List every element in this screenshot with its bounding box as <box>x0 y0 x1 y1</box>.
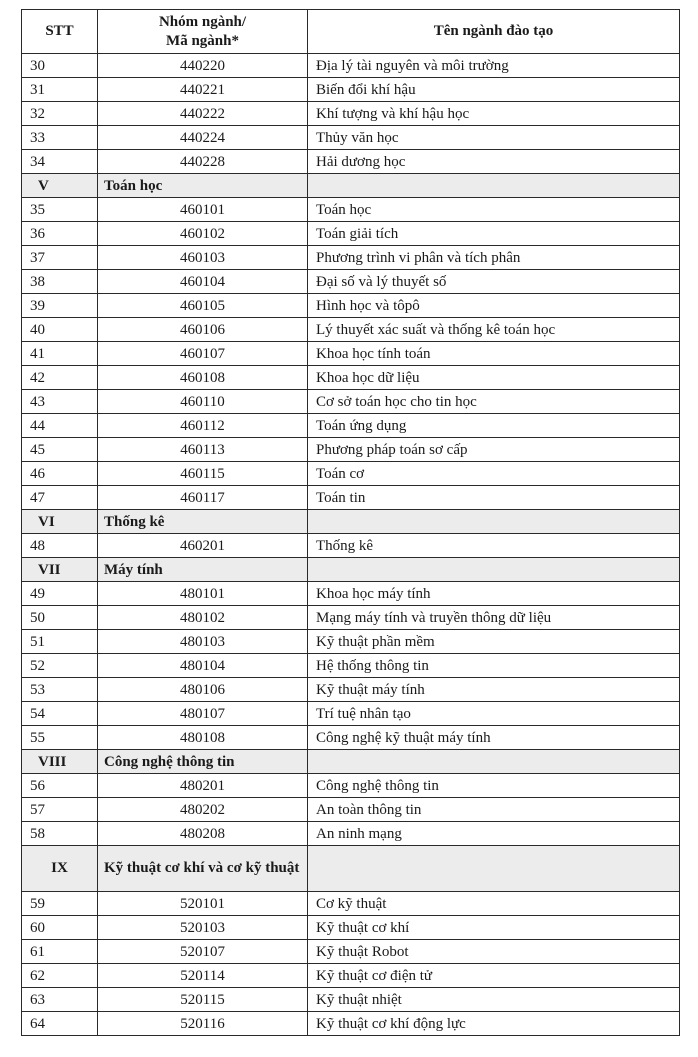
row-major-name: Công nghệ kỹ thuật máy tính <box>308 726 680 750</box>
row-major-code: 480101 <box>98 582 308 606</box>
row-major-code: 460104 <box>98 270 308 294</box>
row-stt: 52 <box>22 654 98 678</box>
row-major-code: 520115 <box>98 988 308 1012</box>
table-row <box>22 318 680 342</box>
row-major-name: Toán tin <box>308 486 680 510</box>
table-row <box>22 606 680 630</box>
header-row <box>22 10 680 54</box>
row-stt: 53 <box>22 678 98 702</box>
table-row <box>22 150 680 174</box>
row-major-code: 480106 <box>98 678 308 702</box>
row-stt: 47 <box>22 486 98 510</box>
row-stt: 31 <box>22 78 98 102</box>
group-row <box>22 510 680 534</box>
group-roman-numeral: VII <box>22 558 98 582</box>
row-major-code: 520107 <box>98 940 308 964</box>
table-row <box>22 270 680 294</box>
row-stt: 58 <box>22 822 98 846</box>
row-stt: 37 <box>22 246 98 270</box>
row-major-name: Kỹ thuật nhiệt <box>308 988 680 1012</box>
table-row <box>22 630 680 654</box>
majors-table <box>21 9 680 1036</box>
row-major-name: Kỹ thuật cơ điện tử <box>308 964 680 988</box>
row-major-name: Khoa học máy tính <box>308 582 680 606</box>
row-major-code: 480104 <box>98 654 308 678</box>
row-major-name: Phương pháp toán sơ cấp <box>308 438 680 462</box>
table-row <box>22 414 680 438</box>
table-row <box>22 702 680 726</box>
row-stt: 38 <box>22 270 98 294</box>
row-major-name: Toán giải tích <box>308 222 680 246</box>
group-empty-cell <box>308 174 680 198</box>
row-major-code: 460105 <box>98 294 308 318</box>
row-stt: 39 <box>22 294 98 318</box>
table-row <box>22 582 680 606</box>
table-row <box>22 438 680 462</box>
row-stt: 46 <box>22 462 98 486</box>
row-major-name: Phương trình vi phân và tích phân <box>308 246 680 270</box>
row-major-code: 480208 <box>98 822 308 846</box>
row-major-name: An toàn thông tin <box>308 798 680 822</box>
row-major-name: Khoa học tính toán <box>308 342 680 366</box>
row-major-code: 480201 <box>98 774 308 798</box>
row-stt: 50 <box>22 606 98 630</box>
row-major-name: Địa lý tài nguyên và môi trường <box>308 54 680 78</box>
table-row <box>22 198 680 222</box>
table-row <box>22 940 680 964</box>
group-empty-cell <box>308 558 680 582</box>
group-roman-numeral: VIII <box>22 750 98 774</box>
row-major-code: 460108 <box>98 366 308 390</box>
row-major-name: Biến đổi khí hậu <box>308 78 680 102</box>
table-row <box>22 390 680 414</box>
group-title: Toán học <box>98 174 308 198</box>
document-page <box>21 9 680 1036</box>
row-major-name: Lý thuyết xác suất và thống kê toán học <box>308 318 680 342</box>
row-major-code: 440221 <box>98 78 308 102</box>
header-stt: STT <box>22 10 98 54</box>
row-major-code: 460115 <box>98 462 308 486</box>
row-major-code: 480102 <box>98 606 308 630</box>
table-row <box>22 678 680 702</box>
row-stt: 64 <box>22 1012 98 1036</box>
row-stt: 59 <box>22 892 98 916</box>
row-major-code: 460101 <box>98 198 308 222</box>
row-stt: 33 <box>22 126 98 150</box>
row-stt: 57 <box>22 798 98 822</box>
row-major-name: Toán cơ <box>308 462 680 486</box>
row-major-name: Hình học và tôpô <box>308 294 680 318</box>
row-stt: 60 <box>22 916 98 940</box>
group-roman-numeral: VI <box>22 510 98 534</box>
row-major-name: Kỹ thuật máy tính <box>308 678 680 702</box>
row-major-code: 520116 <box>98 1012 308 1036</box>
row-stt: 42 <box>22 366 98 390</box>
group-roman-numeral: V <box>22 174 98 198</box>
group-title: Thống kê <box>98 510 308 534</box>
row-major-code: 440224 <box>98 126 308 150</box>
row-major-name: Công nghệ thông tin <box>308 774 680 798</box>
table-row <box>22 54 680 78</box>
row-major-code: 520103 <box>98 916 308 940</box>
row-major-code: 460117 <box>98 486 308 510</box>
row-major-name: An ninh mạng <box>308 822 680 846</box>
row-stt: 43 <box>22 390 98 414</box>
row-stt: 62 <box>22 964 98 988</box>
group-empty-cell <box>308 510 680 534</box>
row-major-name: Khí tượng và khí hậu học <box>308 102 680 126</box>
row-stt: 61 <box>22 940 98 964</box>
table-header <box>22 10 680 54</box>
row-stt: 32 <box>22 102 98 126</box>
table-row <box>22 486 680 510</box>
group-row <box>22 750 680 774</box>
row-stt: 34 <box>22 150 98 174</box>
row-major-code: 460103 <box>98 246 308 270</box>
row-major-code: 460112 <box>98 414 308 438</box>
row-major-name: Trí tuệ nhân tạo <box>308 702 680 726</box>
row-major-code: 440222 <box>98 102 308 126</box>
table-row <box>22 78 680 102</box>
table-row <box>22 964 680 988</box>
row-major-name: Đại số và lý thuyết số <box>308 270 680 294</box>
row-stt: 36 <box>22 222 98 246</box>
table-row <box>22 774 680 798</box>
row-major-name: Kỹ thuật Robot <box>308 940 680 964</box>
group-row <box>22 846 680 892</box>
row-stt: 63 <box>22 988 98 1012</box>
group-row <box>22 558 680 582</box>
row-major-code: 460113 <box>98 438 308 462</box>
row-major-name: Hải dương học <box>308 150 680 174</box>
header-group-code <box>98 10 308 54</box>
row-major-code: 440228 <box>98 150 308 174</box>
row-major-code: 480202 <box>98 798 308 822</box>
table-body <box>22 54 680 1036</box>
row-major-code: 460102 <box>98 222 308 246</box>
group-title: Công nghệ thông tin <box>98 750 308 774</box>
row-major-code: 440220 <box>98 54 308 78</box>
row-major-code: 460107 <box>98 342 308 366</box>
group-roman-numeral: IX <box>22 846 98 892</box>
header-group-code-text: Nhóm ngành/ Mã ngành* <box>158 13 247 49</box>
row-stt: 45 <box>22 438 98 462</box>
row-major-name: Thống kê <box>308 534 680 558</box>
row-major-code: 480108 <box>98 726 308 750</box>
table-row <box>22 462 680 486</box>
row-major-name: Toán ứng dụng <box>308 414 680 438</box>
row-major-code: 460201 <box>98 534 308 558</box>
row-major-name: Cơ sở toán học cho tin học <box>308 390 680 414</box>
table-row <box>22 916 680 940</box>
table-row <box>22 366 680 390</box>
row-stt: 51 <box>22 630 98 654</box>
table-row <box>22 654 680 678</box>
table-row <box>22 822 680 846</box>
table-row <box>22 1012 680 1036</box>
row-stt: 44 <box>22 414 98 438</box>
row-major-code: 520101 <box>98 892 308 916</box>
table-row <box>22 102 680 126</box>
row-stt: 30 <box>22 54 98 78</box>
row-major-name: Kỹ thuật phần mềm <box>308 630 680 654</box>
row-stt: 49 <box>22 582 98 606</box>
row-stt: 55 <box>22 726 98 750</box>
table-row <box>22 222 680 246</box>
table-row <box>22 294 680 318</box>
row-major-name: Khoa học dữ liệu <box>308 366 680 390</box>
row-major-name: Cơ kỹ thuật <box>308 892 680 916</box>
table-row <box>22 726 680 750</box>
row-stt: 35 <box>22 198 98 222</box>
group-title: Kỹ thuật cơ khí và cơ kỹ thuật <box>98 846 308 892</box>
table-row <box>22 798 680 822</box>
table-row <box>22 534 680 558</box>
row-major-code: 480103 <box>98 630 308 654</box>
group-row <box>22 174 680 198</box>
row-stt: 54 <box>22 702 98 726</box>
row-major-name: Mạng máy tính và truyền thông dữ liệu <box>308 606 680 630</box>
row-stt: 48 <box>22 534 98 558</box>
table-row <box>22 892 680 916</box>
row-stt: 56 <box>22 774 98 798</box>
row-major-code: 460110 <box>98 390 308 414</box>
row-major-code: 460106 <box>98 318 308 342</box>
table-row <box>22 246 680 270</box>
row-major-name: Toán học <box>308 198 680 222</box>
row-major-name: Hệ thống thông tin <box>308 654 680 678</box>
row-major-name: Kỹ thuật cơ khí <box>308 916 680 940</box>
row-major-name: Thủy văn học <box>308 126 680 150</box>
group-empty-cell <box>308 750 680 774</box>
table-row <box>22 342 680 366</box>
group-empty-cell <box>308 846 680 892</box>
row-major-name: Kỹ thuật cơ khí động lực <box>308 1012 680 1036</box>
row-stt: 41 <box>22 342 98 366</box>
row-major-code: 520114 <box>98 964 308 988</box>
header-major-name: Tên ngành đào tạo <box>308 10 680 54</box>
group-title: Máy tính <box>98 558 308 582</box>
row-major-code: 480107 <box>98 702 308 726</box>
row-stt: 40 <box>22 318 98 342</box>
table-row <box>22 126 680 150</box>
table-row <box>22 988 680 1012</box>
